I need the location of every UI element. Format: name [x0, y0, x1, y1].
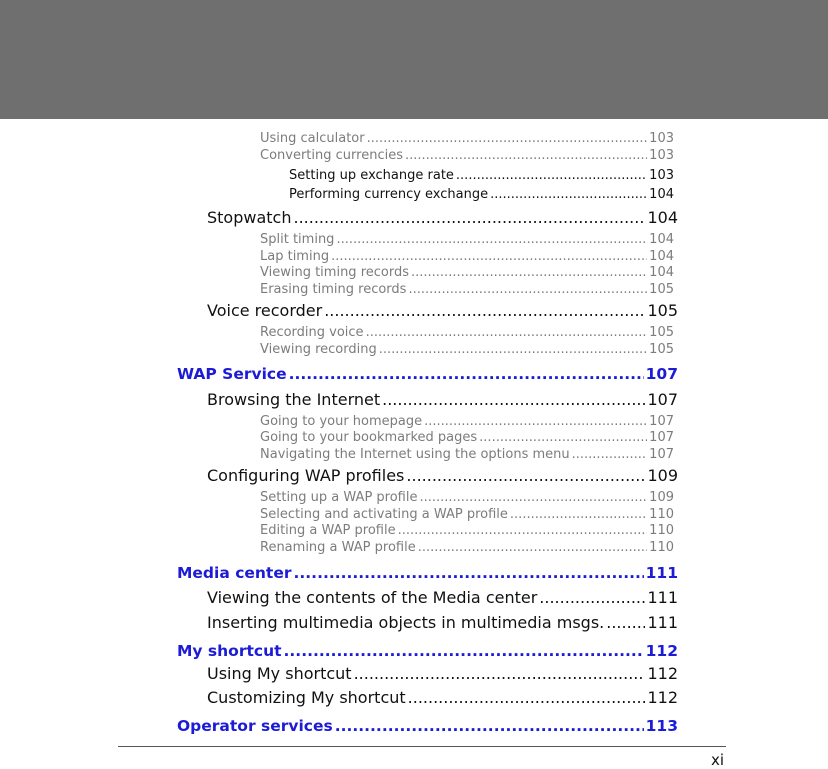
toc-entry[interactable] [207, 466, 678, 485]
toc-entry[interactable] [207, 664, 678, 683]
dot-leader [539, 588, 645, 607]
toc-entry[interactable] [260, 282, 674, 297]
dot-leader [335, 717, 644, 735]
dot-leader [408, 282, 647, 297]
entry-title: Editing a WAP profile [260, 523, 396, 538]
entry-title: Media center [177, 564, 292, 582]
entry-page: 112 [647, 688, 678, 707]
entry-title: Viewing recording [260, 342, 377, 357]
entry-page: 105 [649, 325, 674, 340]
entry-page: 105 [647, 301, 678, 320]
toc-entry[interactable] [260, 148, 674, 163]
entry-title: Configuring WAP profiles [207, 466, 405, 485]
toc-entry[interactable] [260, 232, 674, 247]
toc-entry[interactable] [207, 588, 678, 607]
dot-leader [398, 523, 648, 538]
entry-title: Going to your bookmarked pages [260, 430, 478, 445]
dot-leader [510, 507, 647, 522]
entry-page: 107 [649, 430, 674, 445]
entry-title: My shortcut [177, 642, 282, 660]
toc-entry[interactable] [177, 564, 678, 582]
entry-title: Viewing timing records [260, 265, 409, 280]
dot-leader [284, 642, 644, 660]
entry-title: Converting currencies [260, 148, 403, 163]
dot-leader [406, 466, 645, 485]
entry-page: 107 [649, 447, 674, 462]
dot-leader [331, 249, 647, 264]
toc-entry[interactable] [260, 430, 674, 445]
entry-title: Operator services [177, 717, 333, 735]
dot-leader [354, 664, 646, 683]
dot-leader [294, 564, 644, 582]
dot-leader [411, 265, 647, 280]
dot-leader [490, 187, 647, 202]
dot-leader [366, 325, 648, 340]
entry-title: Selecting and activating a WAP profile [260, 507, 508, 522]
entry-title: Recording voice [260, 325, 364, 340]
entry-title: Stopwatch [207, 208, 292, 227]
entry-title: Lap timing [260, 249, 330, 264]
entry-page: 111 [645, 564, 678, 582]
dot-leader [606, 613, 645, 632]
entry-page: 107 [647, 390, 678, 409]
entry-page: 113 [645, 717, 678, 735]
dot-leader [336, 232, 647, 247]
dot-leader [405, 148, 647, 163]
entry-page: 110 [649, 540, 674, 555]
dot-leader [424, 414, 647, 429]
entry-title: Customizing My shortcut [207, 688, 406, 707]
entry-page: 104 [647, 208, 678, 227]
dot-leader [456, 168, 647, 183]
footer-rule [118, 746, 726, 747]
toc-entry[interactable] [177, 365, 678, 383]
entry-page: 105 [649, 342, 674, 357]
dot-leader [479, 430, 647, 445]
entry-title: Viewing the contents of the Media center [207, 588, 538, 607]
dot-leader [418, 540, 647, 555]
entry-page: 104 [649, 265, 674, 280]
dot-leader [572, 447, 648, 462]
toc-entry[interactable] [260, 265, 674, 280]
entry-title: Navigating the Internet using the options menu [260, 447, 570, 462]
dot-leader [293, 208, 645, 227]
entry-page: 103 [649, 131, 674, 146]
toc-entry[interactable] [207, 688, 678, 707]
dot-leader [408, 688, 646, 707]
dot-leader [324, 301, 645, 320]
entry-title: Voice recorder [207, 301, 323, 320]
toc-entry[interactable] [289, 168, 674, 183]
toc-entry[interactable] [260, 540, 674, 555]
toc-entry[interactable] [260, 249, 674, 264]
toc-entry[interactable] [260, 523, 674, 538]
entry-page: 110 [649, 523, 674, 538]
toc-entry[interactable] [260, 490, 674, 505]
entry-page: 107 [649, 414, 674, 429]
entry-page: 104 [649, 232, 674, 247]
toc-entry[interactable] [260, 507, 674, 522]
entry-page: 103 [649, 148, 674, 163]
entry-page: 104 [649, 187, 674, 202]
entry-page: 105 [649, 282, 674, 297]
toc-entry[interactable] [260, 447, 674, 462]
entry-title: Browsing the Internet [207, 390, 381, 409]
entry-title: Using My shortcut [207, 664, 352, 683]
dot-leader [289, 365, 644, 383]
dot-leader [379, 342, 647, 357]
toc-entry[interactable] [260, 342, 674, 357]
entry-title: WAP Service [177, 365, 287, 383]
entry-page: 107 [645, 365, 678, 383]
entry-page: 112 [647, 664, 678, 683]
toc-entry[interactable] [260, 325, 674, 340]
toc-entry[interactable] [207, 208, 678, 227]
entry-title: Inserting multimedia objects in multimedia msgs. [207, 613, 605, 632]
entry-page: 104 [649, 249, 674, 264]
entry-title: Setting up a WAP profile [260, 490, 418, 505]
entry-page: 111 [647, 613, 678, 632]
dot-leader [367, 131, 648, 146]
toc-entry[interactable] [260, 131, 674, 146]
toc-entry[interactable] [207, 613, 678, 632]
entry-title: Performing currency exchange [289, 187, 489, 202]
entry-title: Renaming a WAP profile [260, 540, 416, 555]
toc-entry[interactable] [177, 717, 678, 735]
toc-entry[interactable] [260, 414, 674, 429]
page-number: xi [710, 751, 724, 769]
entry-page: 112 [645, 642, 678, 660]
dot-leader [382, 390, 645, 409]
entry-page: 111 [647, 588, 678, 607]
entry-title: Going to your homepage [260, 414, 423, 429]
dot-leader [419, 490, 647, 505]
entry-title: Split timing [260, 232, 335, 247]
entry-page: 109 [649, 490, 674, 505]
toc-entry[interactable] [207, 390, 678, 409]
entry-page: 110 [649, 507, 674, 522]
toc-entry[interactable] [177, 642, 678, 660]
toc-entry[interactable] [207, 301, 678, 320]
entry-title: Setting up exchange rate [289, 168, 454, 183]
toc-entry[interactable] [289, 187, 674, 202]
entry-page: 103 [649, 168, 674, 183]
entry-title: Using calculator [260, 131, 365, 146]
entry-page: 109 [647, 466, 678, 485]
entry-title: Erasing timing records [260, 282, 407, 297]
